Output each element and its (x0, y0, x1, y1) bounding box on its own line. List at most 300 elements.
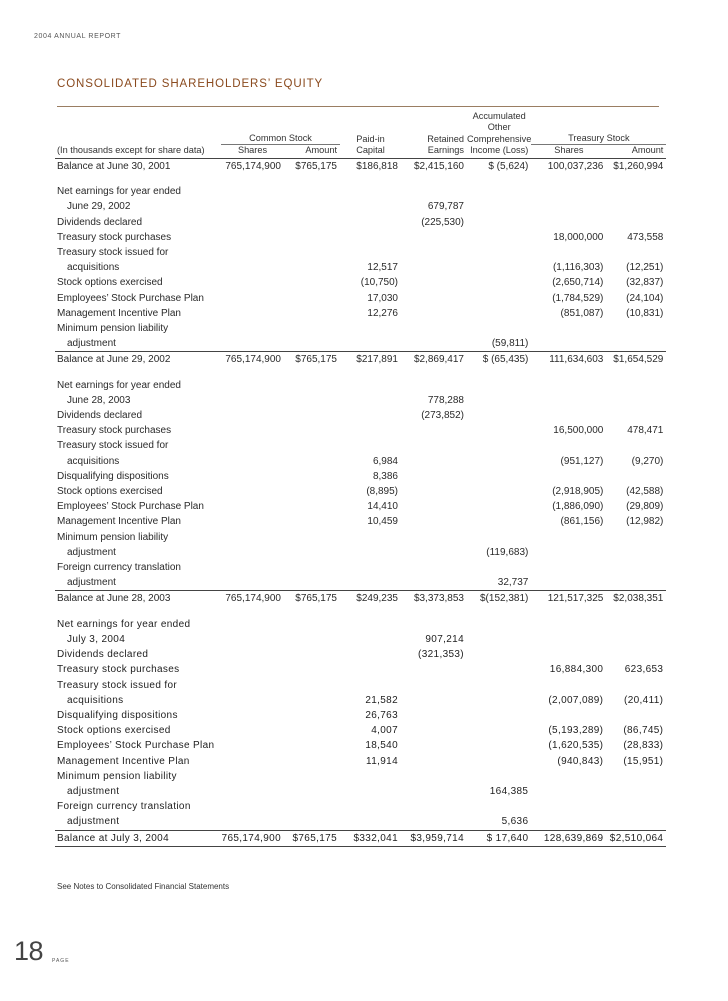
cell-value: $765,175 (284, 352, 340, 368)
cell-value (221, 678, 284, 693)
header-income-loss: Income (Loss) (467, 145, 531, 159)
cell-value (467, 275, 531, 290)
cell-value (606, 784, 666, 799)
cell-value (401, 423, 467, 438)
title-rule (57, 106, 659, 107)
table-row (55, 769, 666, 784)
cell-value: 14,410 (367, 501, 398, 513)
cell-value: 478,471 (627, 425, 664, 437)
table-row (55, 647, 666, 662)
cell-value (606, 378, 666, 393)
row-label: Stock options exercised (57, 486, 163, 498)
cell-value (606, 530, 666, 545)
cell-value (467, 469, 531, 484)
cell-value (221, 784, 284, 799)
cell-value (467, 530, 531, 545)
row-label: Treasury stock purchases (57, 425, 172, 437)
cell-value (284, 754, 340, 769)
row-label: Treasury stock issued for (57, 247, 169, 259)
cell-value (531, 575, 606, 591)
row-label: July 3, 2004 (67, 633, 126, 645)
cell-value (221, 393, 284, 408)
cell-value (531, 814, 606, 830)
cell-value (467, 423, 531, 438)
cell-value (401, 321, 467, 336)
cell-value (340, 662, 401, 677)
cell-value (467, 560, 531, 575)
cell-value: 473,558 (627, 231, 664, 243)
table-row (55, 408, 666, 423)
header-paid-in: Paid-in (356, 134, 385, 144)
cell-value: $ 17,640 (467, 830, 531, 846)
cell-value (531, 336, 606, 352)
table-row (55, 336, 666, 352)
row-label: adjustment (67, 577, 116, 589)
cell-value (606, 814, 666, 830)
row-label: Foreign currency translation (57, 562, 181, 574)
balance-row (55, 159, 666, 175)
cell-value (284, 378, 340, 393)
table-row (55, 393, 666, 408)
table-row (55, 423, 666, 438)
cell-value (221, 230, 284, 245)
cell-value: (59,811) (491, 338, 529, 350)
row-label: Disqualifying dispositions (57, 470, 169, 482)
cell-value: 12,276 (367, 307, 398, 319)
cell-value (401, 275, 467, 290)
cell-value (284, 215, 340, 230)
cell-value (606, 632, 666, 647)
cell-value (340, 408, 401, 423)
row-label: Balance at July 3, 2004 (55, 830, 221, 846)
cell-value (606, 215, 666, 230)
cell-value (340, 245, 401, 260)
cell-value: 765,174,900 (221, 591, 284, 607)
cell-value (531, 393, 606, 408)
cell-value (340, 378, 401, 393)
row-label: adjustment (67, 546, 116, 558)
cell-value (467, 632, 531, 647)
cell-value (401, 230, 467, 245)
cell-value: (1,620,535) (548, 740, 604, 752)
cell-value: $1,654,529 (606, 352, 666, 368)
row-label: Management Incentive Plan (57, 307, 181, 319)
cell-value (401, 438, 467, 453)
row-label: Employees’ Stock Purchase Plan (57, 501, 204, 513)
cell-value (221, 275, 284, 290)
cell-value (284, 184, 340, 199)
header-blank (401, 111, 467, 122)
cell-value (221, 647, 284, 662)
cell-value (401, 799, 467, 814)
cell-value (606, 184, 666, 199)
table-row (55, 662, 666, 677)
cell-value (531, 545, 606, 560)
cell-value: (10,831) (626, 307, 664, 319)
cell-value (221, 754, 284, 769)
cell-value (401, 469, 467, 484)
cell-value (340, 321, 401, 336)
cell-value (284, 245, 340, 260)
cell-value (401, 678, 467, 693)
cell-value: (861,156) (560, 516, 604, 528)
cell-value: (225,530) (421, 216, 464, 228)
cell-value: (2,650,714) (552, 277, 604, 289)
table-row (55, 306, 666, 321)
table-row (55, 321, 666, 336)
cell-value (340, 215, 401, 230)
cell-value (467, 199, 531, 214)
row-label: Net earnings for year ended (57, 618, 191, 630)
table-row (55, 199, 666, 214)
cell-value (284, 799, 340, 814)
cell-value (531, 784, 606, 799)
cell-value (606, 545, 666, 560)
cell-value (284, 723, 340, 738)
cell-value (340, 184, 401, 199)
cell-value (221, 662, 284, 677)
cell-value (467, 306, 531, 321)
cell-value: 111,634,603 (531, 352, 606, 368)
cell-value (531, 617, 606, 632)
cell-value: 121,517,325 (531, 591, 606, 607)
cell-value (401, 260, 467, 275)
cell-value (221, 199, 284, 214)
header-paid-in-capital: Capital (340, 145, 401, 159)
cell-value (221, 723, 284, 738)
cell-value (284, 438, 340, 453)
cell-value (221, 378, 284, 393)
cell-value (221, 575, 284, 591)
section-title: CONSOLIDATED SHAREHOLDERS’ EQUITY (57, 78, 324, 90)
table-row (55, 438, 666, 453)
cell-value (401, 378, 467, 393)
cell-value: 10,459 (367, 516, 398, 528)
cell-value (284, 260, 340, 275)
section-gap (55, 174, 666, 184)
cell-value (606, 408, 666, 423)
table-row (55, 799, 666, 814)
cell-value (221, 484, 284, 499)
equity-statement-table (55, 111, 666, 847)
cell-value (467, 514, 531, 529)
cell-value (467, 454, 531, 469)
cell-value (284, 336, 340, 352)
cell-value (467, 499, 531, 514)
table-row (55, 454, 666, 469)
cell-value (531, 708, 606, 723)
cell-value: $332,041 (340, 830, 401, 846)
table-row (55, 617, 666, 632)
header-label: (In thousands except for share data) (55, 145, 221, 159)
table-row (55, 545, 666, 560)
cell-value (284, 560, 340, 575)
cell-value (221, 321, 284, 336)
cell-value: (12,251) (626, 262, 664, 274)
table-row (55, 484, 666, 499)
cell-value (401, 738, 467, 753)
cell-value (284, 530, 340, 545)
cell-value (284, 617, 340, 632)
cell-value: 18,540 (365, 740, 398, 752)
cell-value (284, 514, 340, 529)
cell-value (606, 575, 666, 591)
row-label: Foreign currency translation (57, 801, 191, 813)
cell-value (340, 784, 401, 799)
table-row (55, 260, 666, 275)
cell-value (401, 514, 467, 529)
cell-value (531, 560, 606, 575)
cell-value: 907,214 (425, 633, 464, 645)
cell-value (467, 799, 531, 814)
header-treasury-stock: Treasury Stock (531, 133, 666, 145)
header-ts-shares: Shares (531, 145, 606, 159)
cell-value: $2,038,351 (606, 591, 666, 607)
cell-value (401, 499, 467, 514)
section-gap (55, 607, 666, 617)
cell-value (340, 230, 401, 245)
cell-value: 164,385 (489, 785, 529, 797)
cell-value (531, 469, 606, 484)
cell-value (221, 514, 284, 529)
cell-value: (5,193,289) (548, 725, 604, 737)
cell-value: (86,745) (623, 725, 664, 737)
table-row (55, 230, 666, 245)
row-label: adjustment (67, 338, 116, 350)
cell-value (340, 199, 401, 214)
cell-value: (10,750) (360, 277, 398, 289)
cell-value (221, 799, 284, 814)
cell-value (531, 632, 606, 647)
section-gap (55, 368, 666, 378)
cell-value: (951,127) (560, 455, 604, 467)
header-retained: Retained (427, 134, 464, 144)
row-label: Management Incentive Plan (57, 755, 190, 767)
cell-value (467, 378, 531, 393)
row-label: Balance at June 30, 2001 (57, 161, 171, 172)
cell-value (531, 647, 606, 662)
table-row (55, 530, 666, 545)
cell-value (284, 454, 340, 469)
cell-value (284, 484, 340, 499)
cell-value: (940,843) (557, 755, 604, 767)
cell-value (467, 708, 531, 723)
cell-value: $765,175 (295, 161, 337, 172)
cell-value (606, 469, 666, 484)
page-word: PAGE (52, 958, 70, 964)
table-row (55, 275, 666, 290)
cell-value (340, 545, 401, 560)
table-row (55, 184, 666, 199)
row-label: Employees’ Stock Purchase Plan (57, 292, 204, 304)
cell-value (284, 291, 340, 306)
cell-value: $2,510,064 (606, 830, 666, 846)
table-row (55, 245, 666, 260)
cell-value (606, 799, 666, 814)
cell-value: $2,869,417 (401, 352, 467, 368)
cell-value (467, 184, 531, 199)
cell-value (401, 575, 467, 591)
cell-value (221, 469, 284, 484)
cell-value (467, 769, 531, 784)
cell-value: (1,116,303) (552, 262, 604, 274)
header-cs-shares: Shares (221, 145, 284, 159)
cell-value (340, 530, 401, 545)
cell-value (531, 799, 606, 814)
cell-value (467, 754, 531, 769)
cell-value: 6,984 (372, 455, 398, 467)
table-row (55, 754, 666, 769)
cell-value (606, 678, 666, 693)
row-label: Stock options exercised (57, 277, 163, 289)
row-label: Net earnings for year ended (57, 379, 181, 391)
cell-value (340, 393, 401, 408)
cell-value (221, 336, 284, 352)
table-row (55, 784, 666, 799)
cell-value (340, 814, 401, 830)
cell-value (467, 230, 531, 245)
cell-value (401, 754, 467, 769)
cell-value (401, 769, 467, 784)
cell-value: 623,653 (624, 664, 664, 676)
cell-value: 765,174,900 (225, 161, 281, 172)
cell-value (221, 454, 284, 469)
cell-value: (273,852) (421, 410, 464, 422)
cell-value (606, 560, 666, 575)
header-ts-amount: Amount (606, 145, 666, 159)
table-row (55, 632, 666, 647)
cell-value: 18,000,000 (553, 231, 604, 243)
cell-value (284, 306, 340, 321)
table-row (55, 738, 666, 753)
row-label: acquisitions (67, 455, 120, 467)
cell-value (467, 678, 531, 693)
cell-value (221, 215, 284, 230)
row-label: Management Incentive Plan (57, 516, 181, 528)
balance-row (55, 352, 666, 368)
cell-value (284, 708, 340, 723)
row-label: Net earnings for year ended (57, 186, 181, 198)
cell-value: 32,737 (497, 577, 529, 589)
table-row (55, 678, 666, 693)
cell-value (284, 678, 340, 693)
cell-value: $3,373,853 (401, 591, 467, 607)
cell-value (401, 784, 467, 799)
cell-value: (42,588) (626, 486, 664, 498)
cell-value: 765,174,900 (221, 352, 284, 368)
cell-value: (20,411) (624, 694, 664, 706)
cell-value: 11,914 (366, 755, 398, 767)
cell-value: (12,982) (626, 516, 664, 528)
row-label: Employees’ Stock Purchase Plan (57, 740, 215, 752)
cell-value: 12,517 (367, 262, 398, 274)
cell-value: $1,260,994 (613, 161, 664, 172)
cell-value (284, 647, 340, 662)
cell-value: 17,030 (367, 292, 398, 304)
cell-value (221, 560, 284, 575)
row-label: Dividends declared (57, 410, 143, 422)
header-blank (531, 111, 666, 122)
cell-value (606, 199, 666, 214)
cell-value (340, 438, 401, 453)
row-label: acquisitions (67, 262, 120, 274)
cell-value (340, 769, 401, 784)
cell-value (221, 814, 284, 830)
row-label: Treasury stock purchases (57, 231, 172, 243)
cell-value (467, 260, 531, 275)
cell-value (284, 693, 340, 708)
row-label: Treasury stock issued for (57, 679, 178, 691)
cell-value: $217,891 (340, 352, 401, 368)
header-common-stock: Common Stock (221, 133, 340, 145)
cell-value (221, 245, 284, 260)
table-row (55, 723, 666, 738)
cell-value: $(152,381) (467, 591, 531, 607)
row-label: Treasury stock purchases (57, 664, 180, 676)
cell-value: 5,636 (501, 816, 529, 828)
header-comprehensive: Comprehensive (467, 134, 532, 144)
cell-value (221, 408, 284, 423)
cell-value (606, 617, 666, 632)
table-row (55, 499, 666, 514)
cell-value (340, 560, 401, 575)
cell-value (401, 723, 467, 738)
cell-value (284, 469, 340, 484)
row-label: Balance at June 29, 2002 (55, 352, 221, 368)
cell-value (531, 184, 606, 199)
cell-value (284, 738, 340, 753)
page-number: 18 (14, 936, 44, 966)
cell-value (467, 291, 531, 306)
cell-value (606, 336, 666, 352)
cell-value (467, 723, 531, 738)
row-label: Minimum pension liability (57, 770, 177, 782)
cell-value (284, 393, 340, 408)
cell-value (221, 708, 284, 723)
table-row (55, 575, 666, 591)
cell-value (340, 575, 401, 591)
table-row (55, 814, 666, 830)
cell-value (606, 321, 666, 336)
cell-value: $186,818 (356, 161, 398, 172)
row-label: Minimum pension liability (57, 531, 169, 543)
cell-value: $ (5,624) (488, 161, 529, 172)
cell-value (401, 291, 467, 306)
table-row (55, 469, 666, 484)
row-label: Stock options exercised (57, 725, 171, 737)
cell-value (401, 560, 467, 575)
row-label: June 29, 2002 (67, 201, 131, 213)
cell-value: (29,809) (626, 501, 664, 513)
table-row (55, 708, 666, 723)
cell-value: (119,683) (486, 546, 529, 558)
row-label: Disqualifying dispositions (57, 709, 178, 721)
cell-value (606, 647, 666, 662)
cell-value (340, 617, 401, 632)
cell-value (340, 423, 401, 438)
cell-value: (1,886,090) (552, 501, 604, 513)
cell-value (401, 545, 467, 560)
cell-value (467, 484, 531, 499)
cell-value: (24,104) (626, 292, 664, 304)
cell-value: $2,415,160 (413, 161, 464, 172)
cell-value (401, 693, 467, 708)
cell-value (467, 215, 531, 230)
cell-value (221, 291, 284, 306)
header-blank (340, 111, 401, 122)
cell-value: $765,175 (284, 591, 340, 607)
cell-value (340, 632, 401, 647)
